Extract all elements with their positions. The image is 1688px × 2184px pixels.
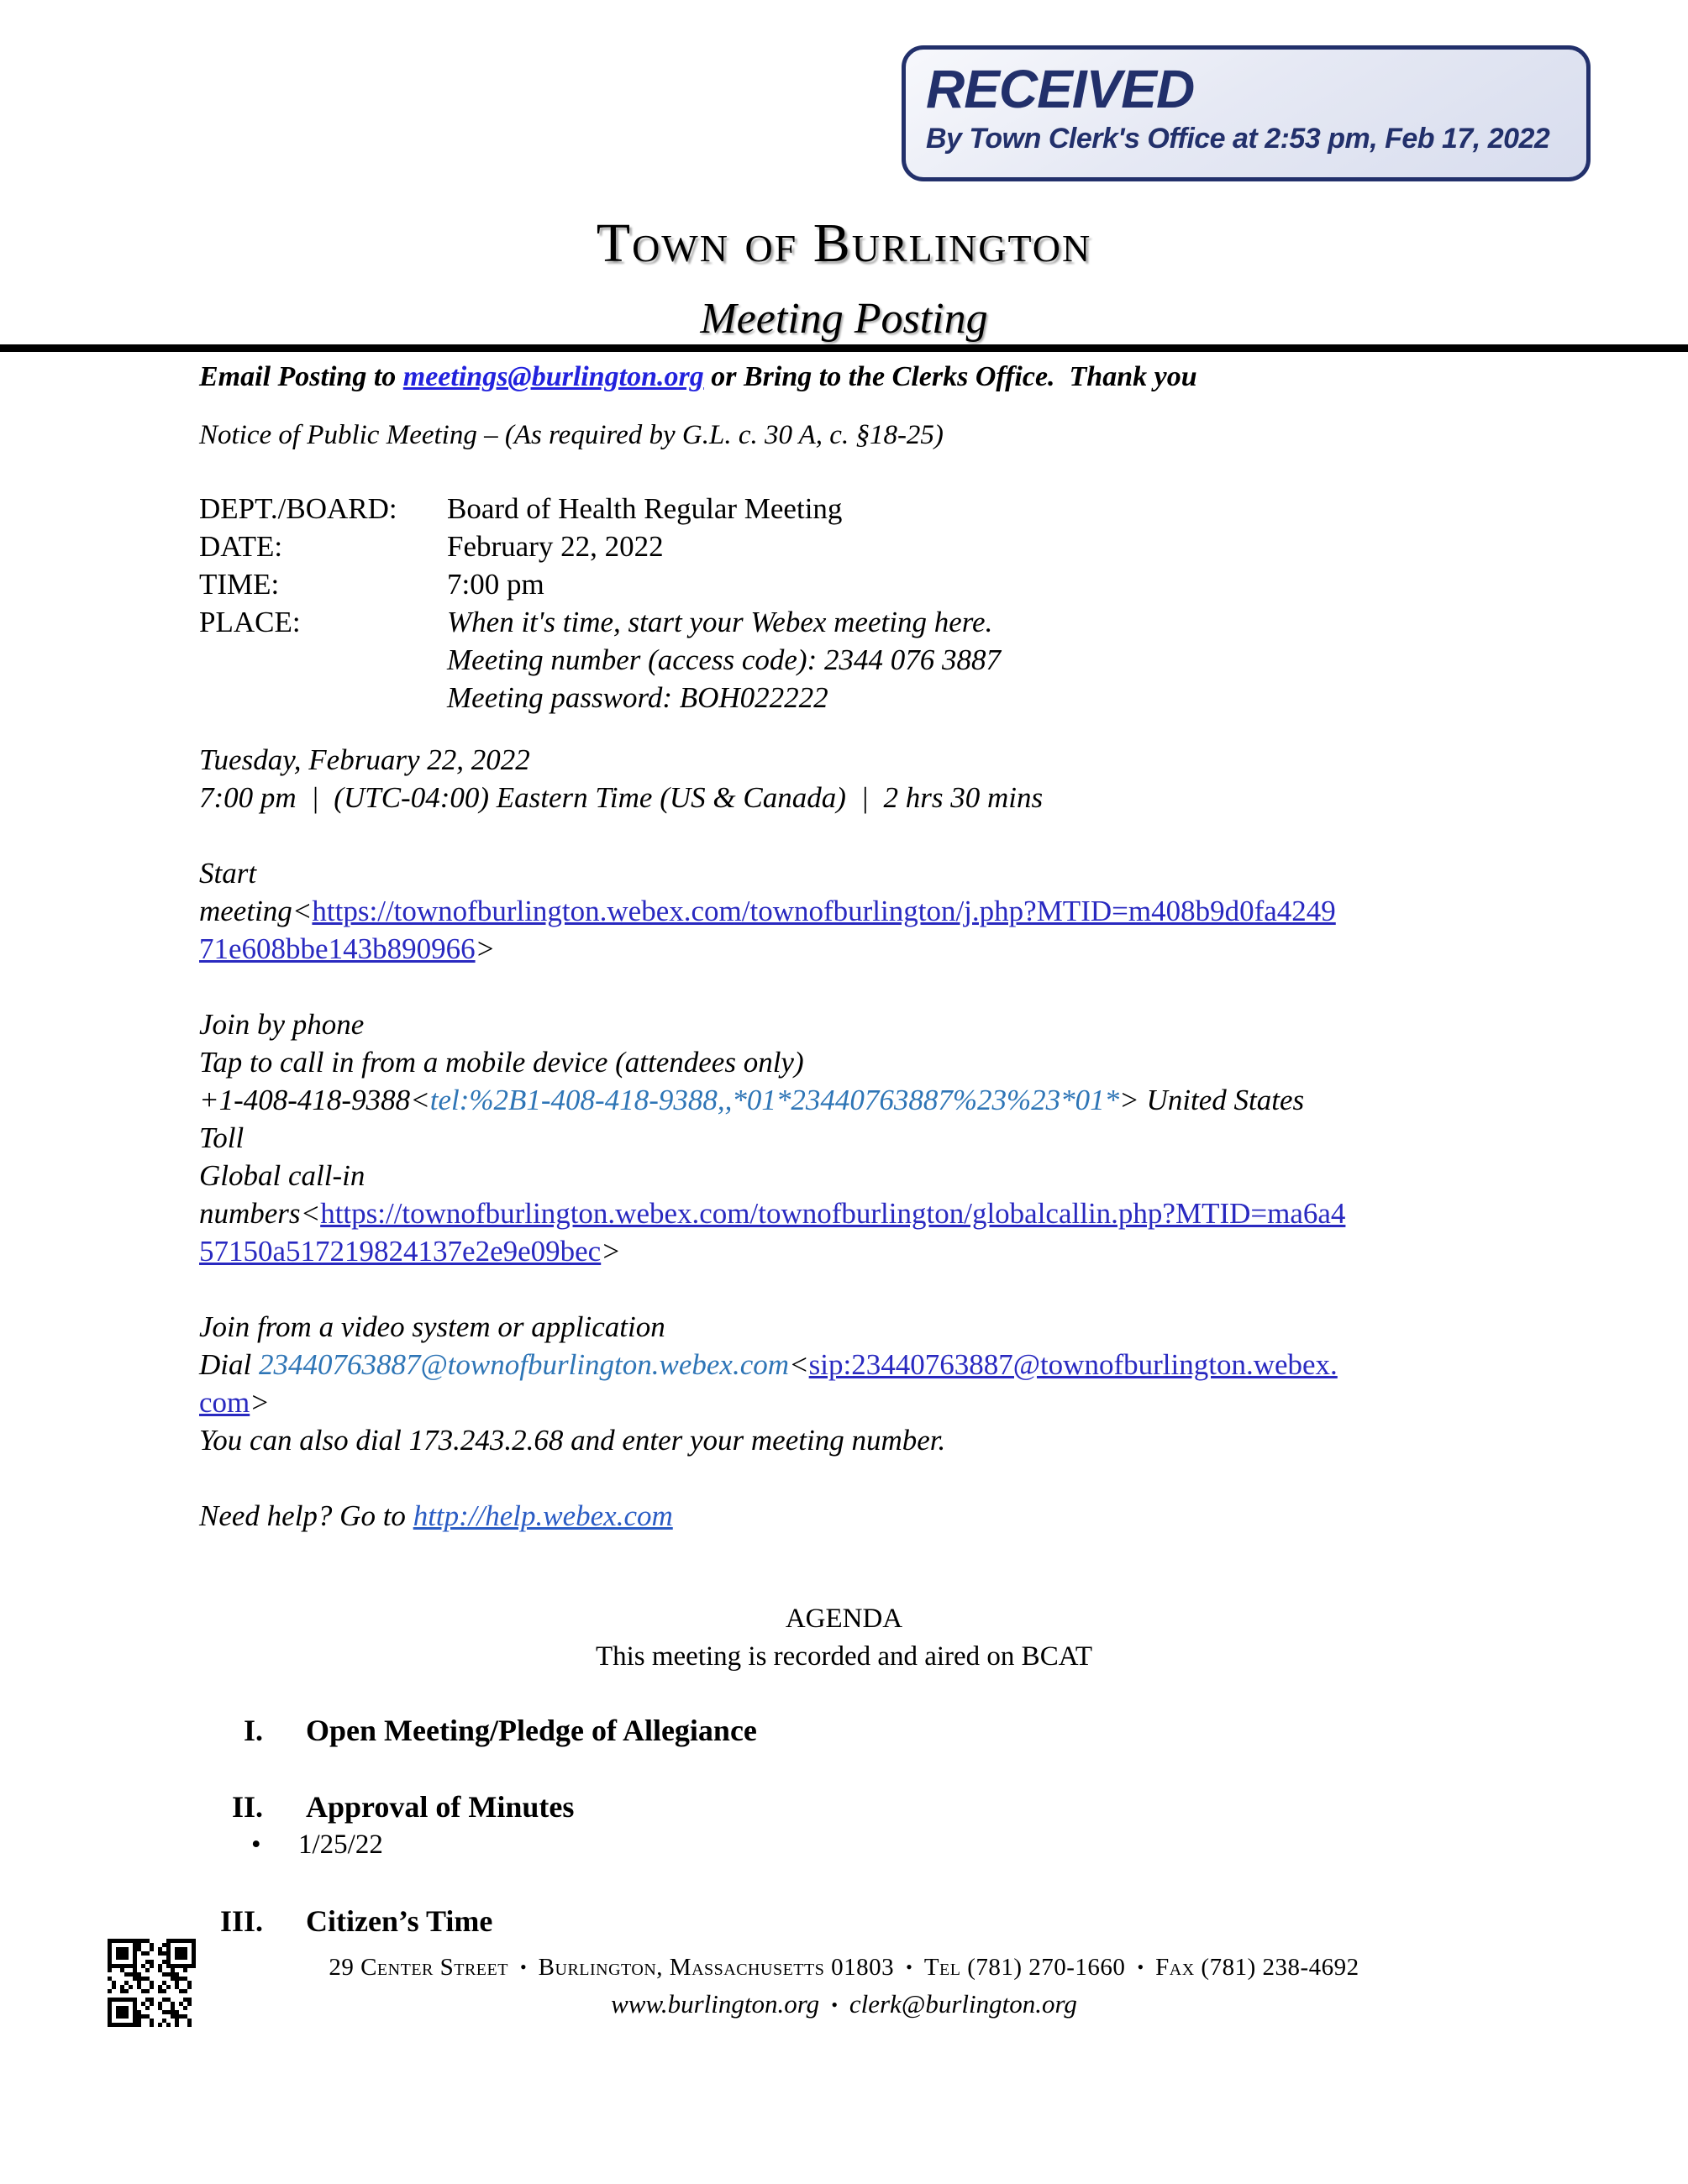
webex-line [199, 816, 1560, 854]
text-segment: > [250, 1386, 270, 1419]
detail-row [199, 565, 1001, 603]
detail-label [199, 641, 447, 679]
agenda-item-title: Citizen’s Time [306, 1904, 493, 1938]
agenda-item-title: Open Meeting/Pledge of Allegiance [306, 1714, 757, 1747]
agenda-bullet-text: 1/25/22 [298, 1830, 383, 1860]
webex-link[interactable]: 57150a517219824137e2e9e09bec [199, 1235, 602, 1268]
detail-row [199, 641, 1001, 679]
agenda-item [199, 1788, 757, 1864]
footer-web-line [0, 1987, 1688, 2022]
text-segment: Start [199, 857, 257, 890]
text-segment: Join from a video system or application [199, 1310, 665, 1343]
text-segment: > [475, 932, 496, 965]
webex-line [199, 1005, 1560, 1043]
webex-line [199, 968, 1560, 1005]
webex-line [199, 1119, 1560, 1157]
received-stamp-title: RECEIVED [926, 59, 1195, 119]
text-segment: > [601, 1235, 621, 1268]
detail-row [199, 603, 1001, 641]
footer-text: www.burlington.org [611, 1989, 820, 2019]
agenda-bullets [199, 1826, 757, 1864]
agenda-subheading: This meeting is recorded and aired on BCAT [595, 1641, 1093, 1672]
text-segment: Toll [199, 1121, 245, 1154]
detail-value: Meeting password: BOH022222 [447, 681, 828, 714]
footer-address-line [0, 1950, 1688, 1984]
detail-value: Board of Health Regular Meeting [447, 492, 843, 525]
agenda-item [199, 1712, 757, 1750]
agenda-numeral: I. [243, 1714, 263, 1747]
detail-row [199, 679, 1001, 717]
agenda-numeral: III. [219, 1904, 263, 1938]
webex-line [199, 1157, 1560, 1194]
detail-label: DATE: [199, 530, 283, 563]
webex-link[interactable]: 23440763887@townofburlington.webex.com [258, 1348, 790, 1381]
received-stamp-subtitle: By Town Clerk's Office at 2:53 pm, Feb 17, 2022 [926, 123, 1550, 155]
footer-text: clerk@burlington.org [849, 1989, 1077, 2019]
separator-dot-icon: • [519, 1956, 527, 1977]
detail-row [199, 490, 1001, 528]
page-subtitle: Meeting Posting [700, 295, 988, 343]
webex-link[interactable]: https://townofburlington.webex.com/townofburlington/globalcallin.php?MTID=ma6a4 [320, 1197, 1346, 1230]
webex-line [199, 1421, 1560, 1459]
email-posting-suffix: or Bring to the Clerks Office. Thank you [703, 361, 1197, 392]
detail-label: PLACE: [199, 606, 301, 638]
text-segment: < [789, 1348, 809, 1381]
text-segment: > [1119, 1084, 1139, 1116]
webex-line [199, 1346, 1560, 1383]
text-segment: Global call-in [199, 1159, 365, 1192]
text-segment: Need help? Go to [199, 1499, 413, 1532]
text-segment: 7:00 pm | (UTC-04:00) Eastern Time (US & Canada) | 2 hrs 30 mins [199, 781, 1044, 814]
detail-value: When it's time, start your Webex meeting here. [447, 606, 993, 638]
webex-link[interactable]: tel:%2B1-408-418-9388,,*01*23440763887%23%23*01* [429, 1084, 1120, 1116]
webex-link[interactable]: sip:23440763887@townofburlington.webex. [808, 1348, 1338, 1381]
webex-line [199, 1270, 1560, 1308]
detail-row [199, 528, 1001, 565]
text-segment: meeting [199, 895, 292, 927]
detail-label [199, 679, 447, 717]
webex-line [199, 1232, 1560, 1270]
text-segment: Tap to call in from a mobile device (attendees only) [199, 1046, 804, 1079]
text-segment: numbers [199, 1197, 301, 1230]
agenda-numeral: II. [231, 1790, 263, 1824]
webex-line [199, 779, 1560, 816]
text-segment: Dial [199, 1348, 259, 1381]
webex-info-block [199, 741, 1560, 1535]
webex-line [199, 1043, 1560, 1081]
agenda-heading-block [0, 1600, 1688, 1676]
detail-label: DEPT./BOARD: [199, 492, 397, 525]
bullet-icon: • [251, 1830, 261, 1860]
footer-text: Tel (781) 270-1660 [923, 1954, 1126, 1981]
webex-line [199, 1308, 1560, 1346]
meeting-details [199, 490, 1001, 717]
webex-link[interactable]: http://help.webex.com [413, 1499, 673, 1532]
text-segment: < [300, 1197, 321, 1230]
text-segment: < [292, 895, 313, 927]
text-segment: Tuesday, February 22, 2022 [199, 743, 530, 776]
email-posting-line [199, 361, 1197, 393]
text-segment: You can also dial 173.243.2.68 and enter your meeting number. [199, 1424, 946, 1457]
footer-text: Burlington, Massachusetts 01803 [538, 1954, 895, 1981]
webex-line [199, 854, 1560, 892]
text-segment: United States [1138, 1084, 1305, 1116]
detail-label: TIME: [199, 568, 280, 601]
footer-text: Fax (781) 238-4692 [1155, 1954, 1359, 1981]
detail-value: Meeting number (access code): 2344 076 3887 [447, 643, 1001, 676]
webex-line [199, 1459, 1560, 1497]
webex-line [199, 892, 1560, 930]
page-title: Town of Burlington [596, 213, 1092, 274]
agenda-heading: AGENDA [785, 1604, 903, 1634]
public-meeting-notice: Notice of Public Meeting – (As required by G.L. c. 30 A, c. §18-25) [199, 420, 944, 450]
detail-value: February 22, 2022 [447, 530, 664, 563]
separator-dot-icon: • [1137, 1956, 1144, 1977]
footer-text: 29 Center Street [329, 1954, 508, 1981]
webex-line [199, 930, 1560, 968]
received-stamp [902, 45, 1591, 181]
text-segment: < [410, 1084, 430, 1116]
webex-link[interactable]: 71e608bbe143b890966 [199, 932, 476, 965]
detail-value: 7:00 pm [447, 568, 544, 601]
webex-line [199, 741, 1560, 779]
text-segment: Join by phone [199, 1008, 365, 1041]
agenda-item-title: Approval of Minutes [306, 1790, 575, 1824]
webex-line [199, 1081, 1560, 1119]
agenda-bullet-item [199, 1826, 757, 1864]
agenda-item [199, 1903, 757, 1940]
text-segment: +1-408-418-9388 [199, 1084, 411, 1116]
webex-link[interactable]: https://townofburlington.webex.com/townofburlington/j.php?MTID=m408b9d0fa4249 [312, 895, 1336, 927]
webex-line [199, 1194, 1560, 1232]
separator-dot-icon: • [906, 1956, 912, 1977]
agenda-items [199, 1712, 757, 1979]
webex-line [199, 1497, 1560, 1535]
horizontal-rule [0, 344, 1688, 352]
separator-dot-icon: • [831, 1994, 838, 2015]
webex-link[interactable]: com [199, 1386, 250, 1419]
meetings-email-link[interactable]: meetings@burlington.org [402, 361, 704, 392]
webex-line [199, 1383, 1560, 1421]
email-posting-prefix: Email Posting to [199, 361, 403, 392]
